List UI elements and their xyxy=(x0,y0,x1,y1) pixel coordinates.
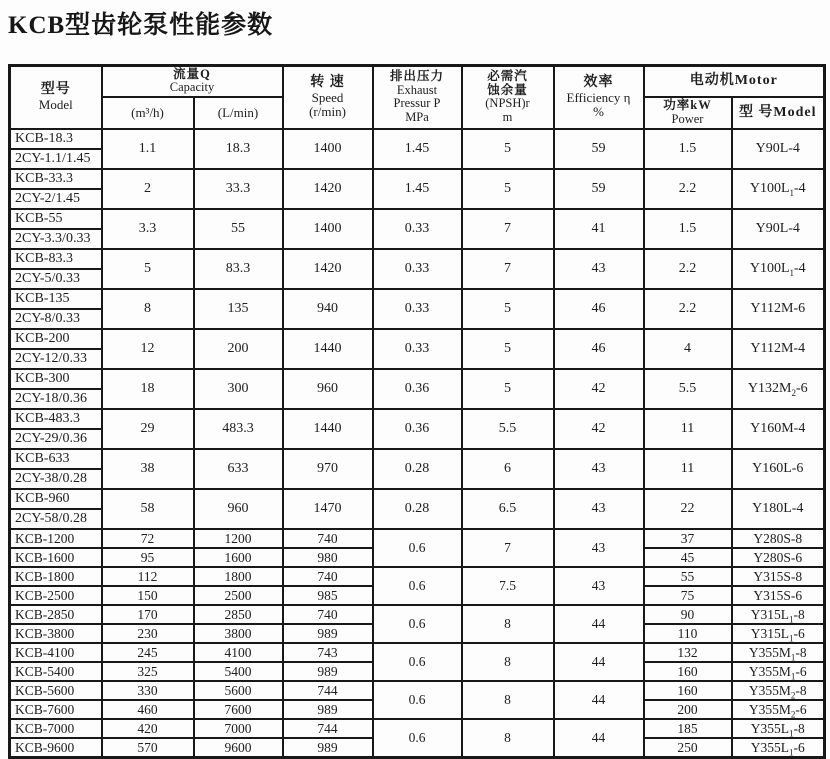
efficiency-cell: 44 xyxy=(554,605,644,643)
model-cell xyxy=(10,489,102,529)
power-cell: 110 xyxy=(644,624,732,643)
col-header-pressure-en2: Pressur P xyxy=(393,96,441,111)
pressure-cell: 0.28 xyxy=(373,449,462,489)
capacity-lmin-cell: 5600 xyxy=(194,681,283,700)
power-cell: 4 xyxy=(644,329,732,369)
model-2cy-label: 2CY-29/0.36 xyxy=(15,430,87,446)
motor-model-cell: Y315S-6 xyxy=(732,586,825,605)
capacity-lmin-cell: 18.3 xyxy=(194,129,283,169)
capacity-m3h-cell: 95 xyxy=(102,548,194,567)
power-cell: 1.5 xyxy=(644,209,732,249)
capacity-lmin-cell: 2850 xyxy=(194,605,283,624)
pressure-cell: 0.33 xyxy=(373,209,462,249)
capacity-m3h-cell: 170 xyxy=(102,605,194,624)
capacity-m3h-cell: 420 xyxy=(102,719,194,738)
model-2cy-label: 2CY-58/0.28 xyxy=(15,510,87,526)
pressure-cell: 0.33 xyxy=(373,249,462,289)
page-title: KCB型齿轮泵性能参数 xyxy=(8,12,274,39)
capacity-m3h-cell: 58 xyxy=(102,489,194,529)
col-header-lmin xyxy=(194,97,283,129)
pump-table-row xyxy=(10,719,825,738)
power-cell: 2.2 xyxy=(644,169,732,209)
col-header-m3h xyxy=(102,97,194,129)
pump-table-row xyxy=(10,369,825,409)
efficiency-cell: 46 xyxy=(554,289,644,329)
power-cell: 250 xyxy=(644,738,732,758)
pressure-cell: 0.6 xyxy=(373,529,462,567)
col-header-pressure xyxy=(373,66,462,129)
model-2cy-label: 2CY-2/1.45 xyxy=(15,190,80,206)
model-kcb-label: KCB-483.3 xyxy=(11,410,101,430)
model-cell xyxy=(10,369,102,409)
npsh-cell: 8 xyxy=(462,605,554,643)
npsh-cell: 7.5 xyxy=(462,567,554,605)
efficiency-cell: 41 xyxy=(554,209,644,249)
col-header-speed xyxy=(283,66,373,129)
capacity-m3h-cell: 112 xyxy=(102,567,194,586)
model-cell xyxy=(10,209,102,249)
npsh-cell: 7 xyxy=(462,209,554,249)
capacity-lmin-cell: 7600 xyxy=(194,700,283,719)
model-2cy-label: 2CY-18/0.36 xyxy=(15,390,87,406)
capacity-lmin-cell: 483.3 xyxy=(194,409,283,449)
speed-cell: 743 xyxy=(283,643,373,662)
power-cell: 22 xyxy=(644,489,732,529)
model-2cy-label: 2CY-38/0.28 xyxy=(15,470,87,486)
model-cell: KCB-2500 xyxy=(10,586,102,605)
speed-cell: 989 xyxy=(283,662,373,681)
motor-model-cell: $Y355M_2-6$ xyxy=(732,700,825,719)
col-header-efficiency-zh: 效率 xyxy=(583,75,614,91)
capacity-lmin-cell: 633 xyxy=(194,449,283,489)
motor-model-cell: $Y355L_1-8$ xyxy=(732,719,825,738)
col-header-npsh-en: (NPSH)r xyxy=(485,96,530,111)
col-header-pressure-en1: Exhaust xyxy=(396,82,438,97)
model-kcb-label: KCB-18.3 xyxy=(11,130,101,150)
pump-table-row xyxy=(10,449,825,489)
capacity-lmin-cell: 1800 xyxy=(194,567,283,586)
col-header-pressure-zh: 排出压力 xyxy=(389,69,444,84)
col-header-npsh-zh1: 必需汽 xyxy=(487,69,528,84)
pump-table-row xyxy=(10,209,825,249)
power-cell: 200 xyxy=(644,700,732,719)
pump-table-row xyxy=(10,489,825,529)
pump-table-row xyxy=(10,643,825,662)
model-kcb-label: KCB-135 xyxy=(11,290,101,310)
pressure-cell: 1.45 xyxy=(373,129,462,169)
speed-cell: 980 xyxy=(283,548,373,567)
model-cell xyxy=(10,289,102,329)
speed-cell: 1440 xyxy=(283,409,373,449)
power-cell: 185 xyxy=(644,719,732,738)
npsh-cell: 6.5 xyxy=(462,489,554,529)
efficiency-cell: 43 xyxy=(554,489,644,529)
capacity-m3h-cell: 460 xyxy=(102,700,194,719)
capacity-lmin-cell: 55 xyxy=(194,209,283,249)
model-kcb-label: KCB-633 xyxy=(11,450,101,470)
speed-cell: 970 xyxy=(283,449,373,489)
col-header-capacity-zh: 流量Q xyxy=(173,66,211,81)
motor-model-cell: $Y132M_2-6$ xyxy=(732,369,825,409)
model-cell: KCB-1800 xyxy=(10,567,102,586)
model-cell: KCB-7600 xyxy=(10,700,102,719)
model-cell: KCB-9600 xyxy=(10,738,102,758)
power-cell: 55 xyxy=(644,567,732,586)
speed-cell: 940 xyxy=(283,289,373,329)
model-cell: KCB-4100 xyxy=(10,643,102,662)
motor-model-cell: Y112M-6 xyxy=(732,289,825,329)
pressure-cell: 0.28 xyxy=(373,489,462,529)
motor-model-cell: $Y100L_1-4$ xyxy=(732,249,825,289)
capacity-m3h-cell: 230 xyxy=(102,624,194,643)
model-cell: KCB-7000 xyxy=(10,719,102,738)
speed-cell: 1400 xyxy=(283,209,373,249)
speed-cell: 989 xyxy=(283,738,373,758)
motor-model-cell: $Y355L_1-6$ xyxy=(732,738,825,758)
capacity-lmin-cell: 1600 xyxy=(194,548,283,567)
model-kcb-label: KCB-55 xyxy=(11,210,101,230)
capacity-lmin-cell: 4100 xyxy=(194,643,283,662)
efficiency-cell: 59 xyxy=(554,169,644,209)
col-header-power-en: Power xyxy=(671,111,704,126)
power-cell: 75 xyxy=(644,586,732,605)
model-cell xyxy=(10,409,102,449)
col-header-efficiency-unit: % xyxy=(593,104,604,120)
capacity-m3h-cell: 29 xyxy=(102,409,194,449)
power-cell: 132 xyxy=(644,643,732,662)
model-cell xyxy=(10,329,102,369)
npsh-cell: 5 xyxy=(462,129,554,169)
pump-table-row xyxy=(10,169,825,209)
model-cell: KCB-5600 xyxy=(10,681,102,700)
efficiency-cell: 42 xyxy=(554,369,644,409)
npsh-cell: 8 xyxy=(462,719,554,758)
efficiency-cell: 43 xyxy=(554,529,644,567)
motor-model-cell: $Y315L_1-6$ xyxy=(732,624,825,643)
speed-cell: 1400 xyxy=(283,129,373,169)
motor-model-cell: Y280S-8 xyxy=(732,529,825,548)
model-kcb-label: KCB-960 xyxy=(11,490,101,510)
col-header-motor-model xyxy=(732,97,825,129)
col-header-speed-unit: (r/min) xyxy=(309,104,346,120)
npsh-cell: 5 xyxy=(462,369,554,409)
col-header-capacity-en: Capacity xyxy=(169,80,215,95)
speed-cell: 740 xyxy=(283,529,373,548)
motor-model-cell: $Y355M_1-8$ xyxy=(732,643,825,662)
capacity-lmin-cell: 33.3 xyxy=(194,169,283,209)
power-cell: 160 xyxy=(644,681,732,700)
model-kcb-label: KCB-300 xyxy=(11,370,101,390)
col-header-speed-en: Speed xyxy=(311,90,344,106)
pressure-cell: 0.36 xyxy=(373,369,462,409)
model-2cy-label: 2CY-12/0.33 xyxy=(15,350,87,366)
power-cell: 2.2 xyxy=(644,289,732,329)
model-2cy-label: 2CY-3.3/0.33 xyxy=(15,230,91,246)
model-cell: KCB-2850 xyxy=(10,605,102,624)
speed-cell: 744 xyxy=(283,681,373,700)
col-header-model xyxy=(10,66,102,129)
npsh-cell: 7 xyxy=(462,529,554,567)
capacity-lmin-cell: 135 xyxy=(194,289,283,329)
motor-model-cell: Y90L-4 xyxy=(732,129,825,169)
power-cell: 1.5 xyxy=(644,129,732,169)
capacity-m3h-cell: 3.3 xyxy=(102,209,194,249)
capacity-m3h-cell: 2 xyxy=(102,169,194,209)
model-2cy-label: 2CY-1.1/1.45 xyxy=(15,150,91,166)
capacity-m3h-cell: 38 xyxy=(102,449,194,489)
pump-table-row xyxy=(10,409,825,449)
speed-cell: 1420 xyxy=(283,249,373,289)
col-header-power-zh: 功率kW xyxy=(663,98,712,112)
capacity-m3h-cell: 570 xyxy=(102,738,194,758)
motor-model-cell: Y90L-4 xyxy=(732,209,825,249)
motor-model-cell: $Y355M_2-8$ xyxy=(732,681,825,700)
motor-model-cell: $Y355M_1-6$ xyxy=(732,662,825,681)
pressure-cell: 0.33 xyxy=(373,289,462,329)
motor-model-cell: Y180L-4 xyxy=(732,489,825,529)
capacity-lmin-cell: 83.3 xyxy=(194,249,283,289)
power-cell: 90 xyxy=(644,605,732,624)
col-header-pressure-unit: MPa xyxy=(405,109,429,124)
col-header-capacity xyxy=(102,66,283,97)
model-kcb-label: KCB-200 xyxy=(11,330,101,350)
model-kcb-label: KCB-33.3 xyxy=(11,170,101,190)
capacity-m3h-cell: 1.1 xyxy=(102,129,194,169)
model-cell: KCB-3800 xyxy=(10,624,102,643)
col-header-model-en: Model xyxy=(38,97,73,113)
col-header-m3h-label: (m³/h) xyxy=(131,104,164,120)
model-cell xyxy=(10,169,102,209)
col-header-model-zh: 型号 xyxy=(40,82,71,98)
pump-table-row xyxy=(10,567,825,586)
col-header-npsh-zh2: 蚀余量 xyxy=(487,82,528,97)
capacity-lmin-cell: 1200 xyxy=(194,529,283,548)
model-2cy-label: 2CY-5/0.33 xyxy=(15,270,80,286)
power-cell: 5.5 xyxy=(644,369,732,409)
pump-table-row xyxy=(10,249,825,289)
model-cell xyxy=(10,129,102,169)
model-cell: KCB-1600 xyxy=(10,548,102,567)
power-cell: 11 xyxy=(644,449,732,489)
pressure-cell: 0.6 xyxy=(373,643,462,681)
speed-cell: 989 xyxy=(283,624,373,643)
power-cell: 2.2 xyxy=(644,249,732,289)
pump-table-row xyxy=(10,289,825,329)
capacity-lmin-cell: 5400 xyxy=(194,662,283,681)
npsh-cell: 5 xyxy=(462,289,554,329)
motor-model-cell: Y160L-6 xyxy=(732,449,825,489)
power-cell: 37 xyxy=(644,529,732,548)
col-header-efficiency xyxy=(554,66,644,129)
pump-table-row xyxy=(10,129,825,169)
capacity-lmin-cell: 3800 xyxy=(194,624,283,643)
efficiency-cell: 44 xyxy=(554,681,644,719)
power-cell: 160 xyxy=(644,662,732,681)
model-cell: KCB-1200 xyxy=(10,529,102,548)
capacity-lmin-cell: 9600 xyxy=(194,738,283,758)
model-cell xyxy=(10,449,102,489)
motor-model-cell: $Y315L_1-8$ xyxy=(732,605,825,624)
motor-model-cell: Y315S-8 xyxy=(732,567,825,586)
pressure-cell: 0.6 xyxy=(373,719,462,758)
efficiency-cell: 43 xyxy=(554,449,644,489)
capacity-lmin-cell: 200 xyxy=(194,329,283,369)
capacity-lmin-cell: 7000 xyxy=(194,719,283,738)
capacity-m3h-cell: 72 xyxy=(102,529,194,548)
col-header-speed-zh: 转 速 xyxy=(310,75,345,91)
speed-cell: 1470 xyxy=(283,489,373,529)
col-header-motor-model-label: 型 号Model xyxy=(738,104,817,120)
pressure-cell: 0.6 xyxy=(373,605,462,643)
capacity-m3h-cell: 330 xyxy=(102,681,194,700)
col-header-motor xyxy=(644,66,825,97)
model-cell: KCB-5400 xyxy=(10,662,102,681)
speed-cell: 740 xyxy=(283,567,373,586)
model-cell xyxy=(10,249,102,289)
capacity-lmin-cell: 2500 xyxy=(194,586,283,605)
speed-cell: 989 xyxy=(283,700,373,719)
pump-table-row xyxy=(10,681,825,700)
npsh-cell: 6 xyxy=(462,449,554,489)
npsh-cell: 5 xyxy=(462,169,554,209)
col-header-power xyxy=(644,97,732,129)
efficiency-cell: 44 xyxy=(554,719,644,758)
col-header-lmin-label: (L/min) xyxy=(217,104,259,120)
speed-cell: 1420 xyxy=(283,169,373,209)
efficiency-cell: 59 xyxy=(554,129,644,169)
power-cell: 11 xyxy=(644,409,732,449)
model-kcb-label: KCB-83.3 xyxy=(11,250,101,270)
pressure-cell: 0.6 xyxy=(373,567,462,605)
efficiency-cell: 44 xyxy=(554,643,644,681)
pump-performance-table xyxy=(8,64,826,759)
col-header-efficiency-en: Efficiency η xyxy=(566,90,631,106)
speed-cell: 960 xyxy=(283,369,373,409)
capacity-m3h-cell: 5 xyxy=(102,249,194,289)
capacity-m3h-cell: 12 xyxy=(102,329,194,369)
capacity-lmin-cell: 960 xyxy=(194,489,283,529)
efficiency-cell: 43 xyxy=(554,249,644,289)
col-header-npsh-unit: m xyxy=(502,109,513,124)
capacity-m3h-cell: 325 xyxy=(102,662,194,681)
efficiency-cell: 46 xyxy=(554,329,644,369)
pump-table-row xyxy=(10,529,825,548)
npsh-cell: 5 xyxy=(462,329,554,369)
pressure-cell: 0.6 xyxy=(373,681,462,719)
motor-model-cell: Y280S-6 xyxy=(732,548,825,567)
capacity-lmin-cell: 300 xyxy=(194,369,283,409)
motor-model-cell: $Y100L_1-4$ xyxy=(732,169,825,209)
pump-table-row xyxy=(10,329,825,369)
pump-table-row xyxy=(10,605,825,624)
power-cell: 45 xyxy=(644,548,732,567)
model-2cy-label: 2CY-8/0.33 xyxy=(15,310,80,326)
npsh-cell: 8 xyxy=(462,643,554,681)
efficiency-cell: 43 xyxy=(554,567,644,605)
pressure-cell: 1.45 xyxy=(373,169,462,209)
col-header-npsh xyxy=(462,66,554,129)
capacity-m3h-cell: 18 xyxy=(102,369,194,409)
capacity-m3h-cell: 245 xyxy=(102,643,194,662)
npsh-cell: 8 xyxy=(462,681,554,719)
col-header-motor-zh: 电动机Motor xyxy=(689,73,778,89)
motor-model-cell: Y160M-4 xyxy=(732,409,825,449)
capacity-m3h-cell: 150 xyxy=(102,586,194,605)
motor-model-cell: Y112M-4 xyxy=(732,329,825,369)
efficiency-cell: 42 xyxy=(554,409,644,449)
capacity-m3h-cell: 8 xyxy=(102,289,194,329)
speed-cell: 744 xyxy=(283,719,373,738)
pressure-cell: 0.36 xyxy=(373,409,462,449)
npsh-cell: 7 xyxy=(462,249,554,289)
header-row-1 xyxy=(10,66,825,97)
speed-cell: 1440 xyxy=(283,329,373,369)
pressure-cell: 0.33 xyxy=(373,329,462,369)
speed-cell: 740 xyxy=(283,605,373,624)
speed-cell: 985 xyxy=(283,586,373,605)
npsh-cell: 5.5 xyxy=(462,409,554,449)
